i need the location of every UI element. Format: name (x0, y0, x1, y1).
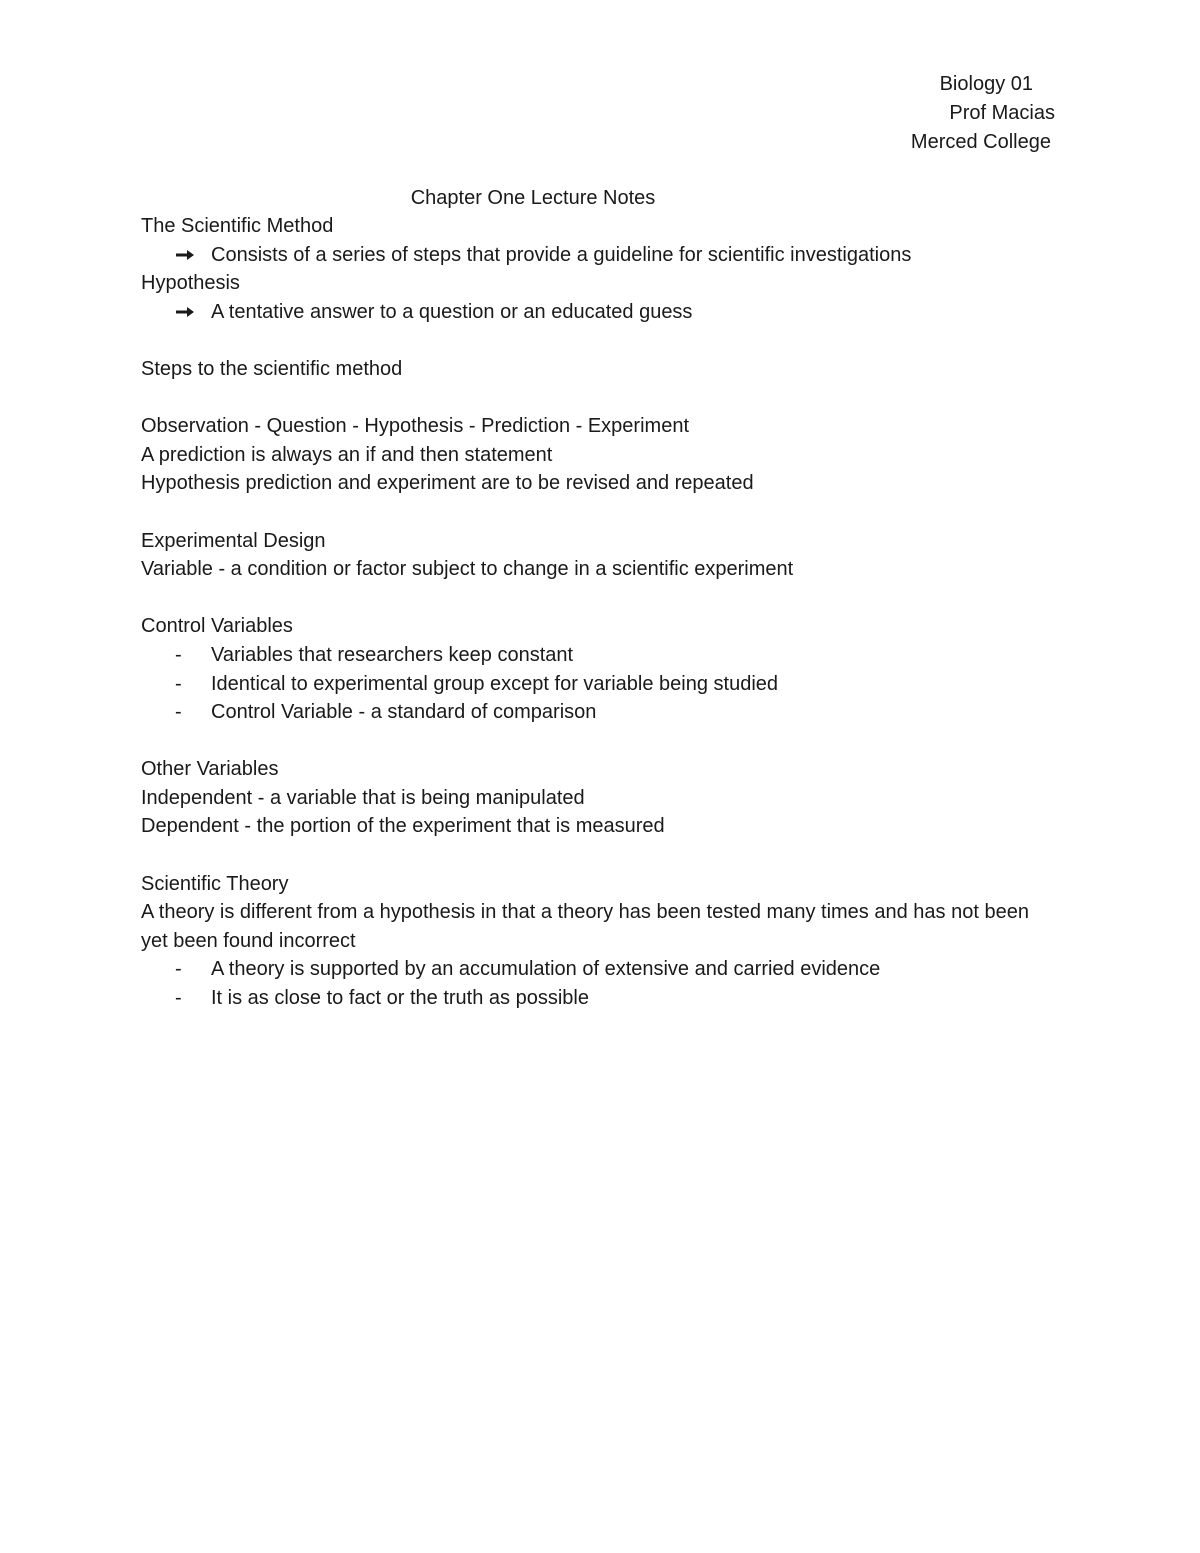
section-heading-other-variables: Other Variables (141, 758, 279, 781)
professor-name: Prof Macias (949, 102, 1055, 124)
dash-list-item (141, 698, 1056, 727)
right-arrow-icon (175, 241, 211, 270)
arrow-list-item (141, 241, 1056, 270)
right-arrow-icon (175, 298, 211, 327)
section-heading-control-variables: Control Variables (141, 615, 293, 638)
list-item-text: It is as close to fact or the truth as possible (211, 987, 589, 1010)
text-line: A prediction is always an if and then statement (141, 443, 553, 466)
spacer (141, 727, 1056, 756)
list-item-text: Variables that researchers keep constant (211, 643, 574, 666)
spacer (141, 841, 1056, 870)
document-body (141, 212, 1056, 1013)
dash-marker: - (175, 672, 182, 695)
course-name: Biology 01 (939, 73, 1033, 95)
text-line: Hypothesis prediction and experiment are to be revised and repeated (141, 472, 754, 495)
dash-marker: - (175, 643, 182, 666)
spacer (141, 384, 1056, 413)
college-name: Merced College (910, 131, 1051, 153)
section-heading-steps: Steps to the scientific method (141, 357, 403, 380)
spacer (141, 584, 1056, 613)
section-heading-experimental-design: Experimental Design (141, 529, 326, 552)
spacer (141, 326, 1056, 355)
paragraph: A theory is different from a hypothesis in that a theory has been tested many times and has not been yet been found incorrect (141, 901, 1029, 952)
section-heading-hypothesis: Hypothesis (141, 272, 240, 295)
section-heading-scientific-method: The Scientific Method (141, 215, 334, 237)
list-item-text: Consists of a series of steps that provide a guideline for scientific investigations (211, 243, 912, 266)
arrow-list-item (141, 298, 1056, 327)
text-line: Variable - a condition or factor subject to change in a scientific experiment (141, 558, 794, 581)
document-title: Chapter One Lecture Notes (410, 187, 656, 209)
dash-marker: - (175, 958, 182, 981)
dash-list-item (141, 984, 1056, 1013)
spacer (141, 498, 1056, 527)
text-line: Independent - a variable that is being manipulated (141, 786, 585, 809)
section-heading-scientific-theory: Scientific Theory (141, 872, 289, 895)
list-item-text: A tentative answer to a question or an educated guess (211, 300, 693, 323)
steps-sequence: Observation - Question - Hypothesis - Prediction - Experiment (141, 415, 689, 438)
dash-list-item (141, 641, 1056, 670)
document-header (911, 70, 1055, 157)
list-item-text: Control Variable - a standard of comparison (211, 701, 597, 724)
list-item-text: Identical to experimental group except for variable being studied (211, 672, 779, 695)
dash-list-item (141, 955, 1056, 984)
dash-marker: - (175, 701, 182, 724)
dash-marker: - (175, 987, 182, 1010)
dash-list-item (141, 670, 1056, 699)
list-item-text: A theory is supported by an accumulation of extensive and carried evidence (211, 958, 881, 981)
text-line: Dependent - the portion of the experiment that is measured (141, 815, 665, 838)
